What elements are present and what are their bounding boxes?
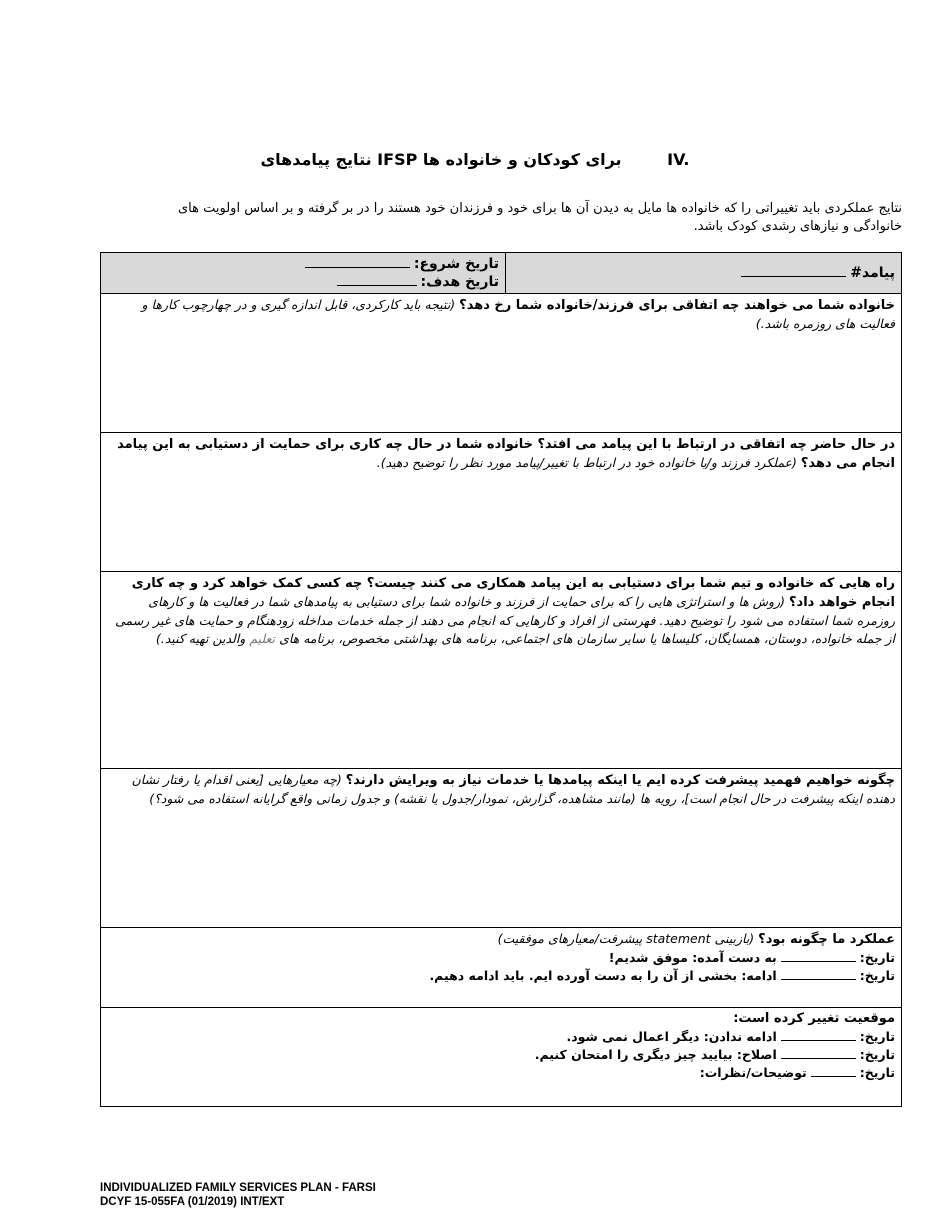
review-question: عملکرد ما چگونه بود؟ xyxy=(758,932,895,947)
form-footer xyxy=(100,1181,376,1209)
outcome-number-field[interactable] xyxy=(741,276,846,277)
date-field-continue[interactable] xyxy=(781,979,856,980)
section-progress xyxy=(101,769,902,928)
progress-question: چگونه خواهیم فهمید پیشرفت کرده ایم یا اینکه پیامدها یا خدمات نیاز به ویرایش دارند؟ xyxy=(345,773,895,788)
modify-text: اصلاح: بیایید چیز دیگری را امتحان کنیم. xyxy=(534,1047,777,1062)
footer-form-name: INDIVIDUALIZED FAMILY SERVICES PLAN - FARSI xyxy=(100,1182,376,1194)
strategies-hint: (روش ها و استراتژی هایی را که برای حمایت از فرزند و خانواده شما برای دستیابی به پیامدهای شما در فعالیت ها و کارهای روزمره شما استفاده می شود را توضیح دهید. فهرستی از افراد و کارهایی که انجام می دهند از جمله خدمات مداخله زودهنگام و حمایت های غیر رسمی از جمله خانواده، دوستان، همسایگان، کلیساها یا سایر سازمان های اجتماعی، برنامه های بهداشتی مخصوص، برنامه های xyxy=(115,594,895,646)
outcome-number-label: پیامد# xyxy=(850,265,895,281)
start-date-label: تاریخ شروع: xyxy=(413,256,499,272)
section-review xyxy=(101,928,902,1008)
comments-text: توضیحات/نظرات: xyxy=(699,1065,807,1080)
current-state-cell[interactable] xyxy=(101,433,902,572)
footer-form-code: DCYF 15-055FA (01/2019) INT/EXT xyxy=(100,1196,285,1208)
changed-row-discontinue xyxy=(107,1028,895,1046)
target-date-label: تاریخ هدف: xyxy=(420,274,499,290)
section-number: IV. xyxy=(667,150,690,169)
current-state-question: در حال حاضر چه اتفاقی در ارتباط با این پیامد می افتد؟ خانواده شما در حال چه کاری برای حمایت از دستیابی به این پیامد انجام می دهد؟ xyxy=(117,437,895,471)
date-label: تاریخ: xyxy=(859,968,895,983)
continue-text: ادامه: بخشی از آن را به دست آورده ایم. باید ادامه دهیم. xyxy=(429,968,777,983)
section-strategies xyxy=(101,572,902,769)
start-date-field[interactable] xyxy=(305,267,410,268)
review-row-achieved xyxy=(107,949,895,967)
changed-cell xyxy=(101,1008,902,1107)
date-label: تاریخ: xyxy=(859,1047,895,1062)
date-label: تاریخ: xyxy=(859,950,895,965)
strategies-question: راه هایی که خانواده و تیم شما برای دستیابی به این پیامد همکاری می کنند چیست؟ چه کسی کمک خواهد کرد و چه کاری انجام خواهد داد؟ xyxy=(131,576,895,610)
family-wants-question: خانواده شما می خواهند چه اتفاقی برای فرزند/خانواده شما رخ دهد؟ xyxy=(459,298,895,313)
family-wants-hint: (نتیجه باید کارکردی، قابل اندازه گیری و در چهارچوب کارها و فعالیت های روزمره باشد.) xyxy=(141,297,895,331)
date-label: تاریخ: xyxy=(859,1065,895,1080)
current-state-hint: (عملکرد فرزند و/یا خانواده خود در ارتباط با تغییر/پیامد مورد نظر را توضیح دهید). xyxy=(376,455,797,470)
date-field-discontinue[interactable] xyxy=(781,1040,856,1041)
section-current-state xyxy=(101,433,902,572)
date-field-achieved[interactable] xyxy=(781,961,856,962)
outcome-number-cell xyxy=(506,253,902,294)
dates-cell xyxy=(101,253,506,294)
outcome-form-table xyxy=(100,252,902,1107)
section-family-wants xyxy=(101,294,902,433)
changed-row-modify xyxy=(107,1046,895,1064)
intro-paragraph: نتایج عملکردی باید تغییراتی را که خانواده ها مایل به دیدن آن ها برای خود و فرزندان خود هستند را در بر گرفته و بر اساس اولویت های خانوادگی و نیازهای رشدی کودک باشد. xyxy=(178,201,902,234)
changed-heading: موقعیت تغییر کرده است: xyxy=(733,1011,895,1026)
strategies-hint-end: والدین تهیه کنید.) xyxy=(155,631,246,646)
section-title xyxy=(150,150,800,169)
progress-cell[interactable] xyxy=(101,769,902,928)
review-cell xyxy=(101,928,902,1008)
review-row-continue xyxy=(107,967,895,985)
strategies-hint-gray: تعلیم xyxy=(249,631,276,646)
date-field-modify[interactable] xyxy=(781,1058,856,1059)
date-field-comments[interactable] xyxy=(811,1076,856,1077)
discontinue-text: ادامه ندادن: دیگر اعمال نمی شود. xyxy=(566,1029,777,1044)
target-date-field[interactable] xyxy=(337,285,417,286)
date-label: تاریخ: xyxy=(859,1029,895,1044)
family-wants-cell[interactable] xyxy=(101,294,902,433)
section-title-text: نتایج پیامدهای IFSP برای کودکان و خانواده ها xyxy=(260,150,622,169)
review-hint: (بازبینی statement پیشرفت/معیارهای موفقیت) xyxy=(497,931,755,946)
section-changed xyxy=(101,1008,902,1107)
changed-row-comments xyxy=(107,1064,895,1082)
achieved-text: به دست آمده: موفق شدیم! xyxy=(608,950,777,965)
header-row xyxy=(101,253,902,294)
progress-hint: (چه معیارهایی [یعنی اقدام یا رفتار نشان دهنده اینکه پیشرفت در حال انجام است]، رویه ها (مانند مشاهده، گزارش، نمودار/جدول یا نقشه) و جدول زمانی واقع گرایانه استفاده می شود؟) xyxy=(131,772,895,806)
strategies-cell[interactable] xyxy=(101,572,902,769)
